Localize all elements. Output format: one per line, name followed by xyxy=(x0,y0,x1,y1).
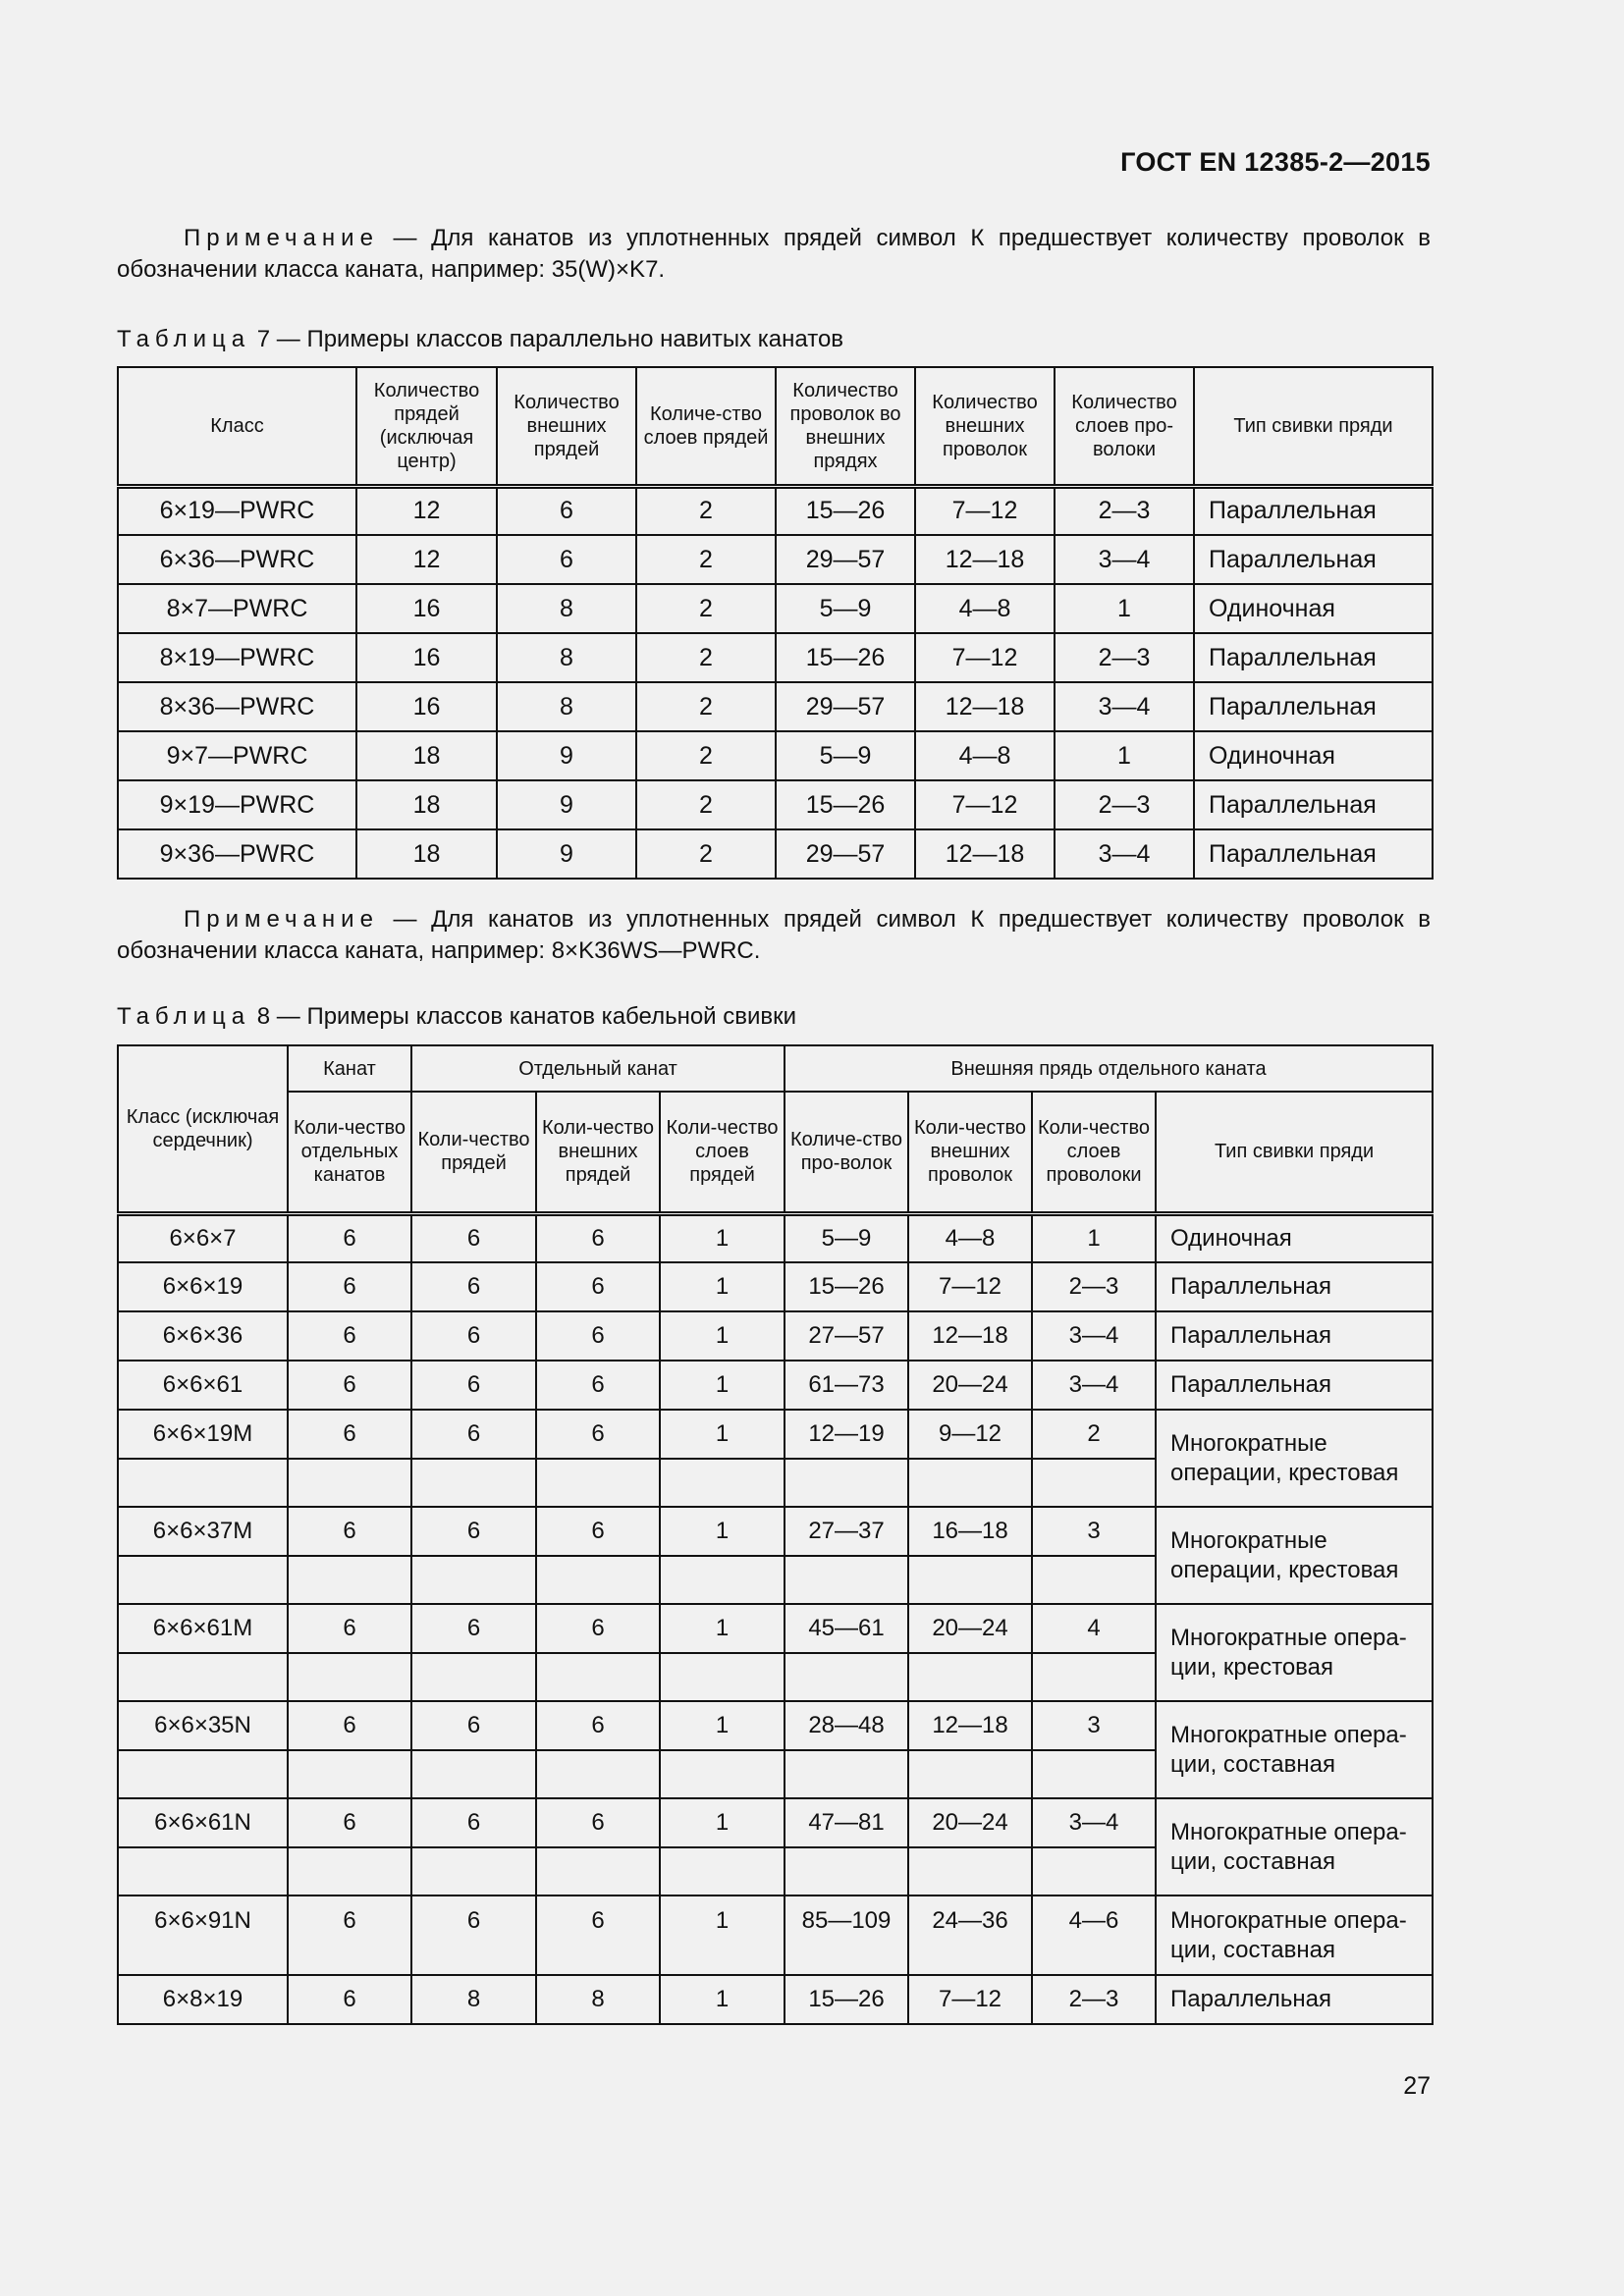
table-cell: 1 xyxy=(660,1410,785,1459)
table-row xyxy=(118,633,1433,682)
table-row xyxy=(118,780,1433,829)
empty-cell xyxy=(1032,1459,1156,1507)
table-cell: 6 xyxy=(288,1262,411,1311)
table-cell: Параллельная xyxy=(1194,829,1433,879)
empty-cell xyxy=(118,1847,288,1896)
empty-cell xyxy=(908,1653,1032,1701)
table-row xyxy=(118,1798,1433,1847)
table-cell: 5—9 xyxy=(776,731,915,780)
empty-cell xyxy=(118,1750,288,1798)
table-cell: 16 xyxy=(356,584,497,633)
table-cell: 27—37 xyxy=(785,1507,908,1556)
table-cell: 6 xyxy=(288,1213,411,1262)
table-cell: Параллельная xyxy=(1156,1311,1433,1361)
table-cell: 6 xyxy=(536,1701,660,1750)
table-cell: 6 xyxy=(536,1361,660,1410)
table-cell: Параллельная xyxy=(1194,535,1433,584)
table-cell: 6 xyxy=(536,1896,660,1975)
table-cell: 9 xyxy=(497,780,636,829)
table-8-sub-header-row xyxy=(118,1092,1433,1213)
table-cell: 1 xyxy=(660,1604,785,1653)
empty-cell xyxy=(785,1847,908,1896)
table-cell: 6×6×91N xyxy=(118,1896,288,1975)
empty-cell xyxy=(536,1653,660,1701)
empty-cell xyxy=(288,1556,411,1604)
table-cell: 6 xyxy=(536,1507,660,1556)
table-cell: 8 xyxy=(497,584,636,633)
table-8-header: Коли-чество внешних проволок xyxy=(908,1092,1032,1213)
table-cell: Параллельная xyxy=(1156,1262,1433,1311)
table-cell: 6 xyxy=(536,1410,660,1459)
table-cell: 2 xyxy=(636,535,776,584)
table-cell: 7—12 xyxy=(915,633,1055,682)
table-8-caption-label: Таблица xyxy=(117,1003,251,1030)
table-cell: 9×36—PWRC xyxy=(118,829,356,879)
table-row xyxy=(118,1604,1433,1653)
table-cell: Многократные опера-ции, составная xyxy=(1156,1798,1433,1896)
empty-cell xyxy=(118,1556,288,1604)
table-cell: 12—18 xyxy=(908,1311,1032,1361)
note-2 xyxy=(117,904,1431,967)
table-8-header-rope: Канат xyxy=(288,1045,411,1092)
table-cell: 8 xyxy=(411,1975,536,2024)
table-8-header-class: Класс (исключая сердечник) xyxy=(118,1045,288,1213)
table-7 xyxy=(117,366,1434,880)
empty-cell xyxy=(908,1459,1032,1507)
table-cell: 4 xyxy=(1032,1604,1156,1653)
table-cell: 6 xyxy=(411,1507,536,1556)
table-cell: 6×6×19 xyxy=(118,1262,288,1311)
note-2-text: — Для канатов из уплотненных прядей символ К предшествует количеству проволок в обозначении класса каната, например: 8×K36WS—PWRC. xyxy=(117,906,1431,964)
table-row xyxy=(118,1410,1433,1459)
table-cell: 7—12 xyxy=(915,780,1055,829)
empty-cell xyxy=(908,1847,1032,1896)
table-cell: Параллельная xyxy=(1156,1975,1433,2024)
table-cell: 16 xyxy=(356,633,497,682)
table-cell: 18 xyxy=(356,731,497,780)
note-1 xyxy=(117,223,1431,286)
table-cell: 15—26 xyxy=(776,633,915,682)
table-cell: 27—57 xyxy=(785,1311,908,1361)
table-8-header-outer-strand: Внешняя прядь отдельного каната xyxy=(785,1045,1433,1092)
table-cell: 1 xyxy=(660,1975,785,2024)
note-2-label: Примечание xyxy=(184,906,379,933)
table-row xyxy=(118,1213,1433,1262)
table-8-header: Коли-чество слоев проволоки xyxy=(1032,1092,1156,1213)
table-cell: 6×6×36 xyxy=(118,1311,288,1361)
note-1-text: — Для канатов из уплотненных прядей символ К предшествует количеству проволок в обозначении класса каната, например: 35(W)×K7. xyxy=(117,225,1431,283)
table-row xyxy=(118,584,1433,633)
table-cell: 1 xyxy=(1032,1213,1156,1262)
table-cell: 6 xyxy=(288,1410,411,1459)
page-number: 27 xyxy=(1403,2072,1431,2100)
empty-cell xyxy=(785,1556,908,1604)
table-cell: 8 xyxy=(497,682,636,731)
table-cell: 15—26 xyxy=(776,780,915,829)
empty-cell xyxy=(1032,1750,1156,1798)
empty-cell xyxy=(536,1556,660,1604)
table-cell: 12—18 xyxy=(915,829,1055,879)
table-cell: 15—26 xyxy=(785,1975,908,2024)
table-cell: 6 xyxy=(411,1896,536,1975)
table-cell: 6 xyxy=(411,1262,536,1311)
table-cell: 28—48 xyxy=(785,1701,908,1750)
table-row xyxy=(118,1507,1433,1556)
table-cell: 6 xyxy=(288,1507,411,1556)
table-7-header: Количество проволок во внешних прядях xyxy=(776,367,915,486)
empty-cell xyxy=(1032,1556,1156,1604)
empty-cell xyxy=(660,1750,785,1798)
empty-cell xyxy=(785,1750,908,1798)
empty-cell xyxy=(660,1459,785,1507)
table-cell: 6 xyxy=(288,1604,411,1653)
table-cell: 1 xyxy=(660,1798,785,1847)
empty-cell xyxy=(1032,1847,1156,1896)
table-cell: 6 xyxy=(536,1262,660,1311)
table-cell: 8×19—PWRC xyxy=(118,633,356,682)
table-cell: Многократные операции, крестовая xyxy=(1156,1410,1433,1507)
table-cell: 45—61 xyxy=(785,1604,908,1653)
table-cell: 2—3 xyxy=(1055,486,1194,535)
table-8-header: Коли-чество отдельных канатов xyxy=(288,1092,411,1213)
table-cell: 20—24 xyxy=(908,1361,1032,1410)
empty-cell xyxy=(1032,1653,1156,1701)
table-cell: 20—24 xyxy=(908,1798,1032,1847)
table-cell: 6 xyxy=(411,1798,536,1847)
empty-cell xyxy=(908,1750,1032,1798)
empty-cell xyxy=(411,1847,536,1896)
table-cell: 29—57 xyxy=(776,535,915,584)
table-cell: 4—6 xyxy=(1032,1896,1156,1975)
table-cell: 3—4 xyxy=(1032,1361,1156,1410)
empty-cell xyxy=(660,1847,785,1896)
table-row xyxy=(118,1311,1433,1361)
table-cell: 8 xyxy=(497,633,636,682)
table-cell: Одиночная xyxy=(1194,731,1433,780)
table-row xyxy=(118,682,1433,731)
table-row xyxy=(118,1701,1433,1750)
table-cell: 1 xyxy=(1055,584,1194,633)
table-8-header: Коли-чество прядей xyxy=(411,1092,536,1213)
table-cell: 3—4 xyxy=(1055,829,1194,879)
table-cell: 1 xyxy=(660,1701,785,1750)
table-cell: 15—26 xyxy=(785,1262,908,1311)
table-cell: 18 xyxy=(356,829,497,879)
table-cell: 2 xyxy=(636,633,776,682)
table-cell: 12 xyxy=(356,535,497,584)
table-cell: 47—81 xyxy=(785,1798,908,1847)
table-cell: 15—26 xyxy=(776,486,915,535)
table-cell: 6×6×7 xyxy=(118,1213,288,1262)
table-cell: 2—3 xyxy=(1032,1975,1156,2024)
empty-cell xyxy=(288,1653,411,1701)
table-7-caption-label: Таблица xyxy=(117,326,251,352)
table-cell: 85—109 xyxy=(785,1896,908,1975)
table-cell: Параллельная xyxy=(1156,1361,1433,1410)
table-cell: 18 xyxy=(356,780,497,829)
table-cell: Многократные опера-ции, крестовая xyxy=(1156,1604,1433,1701)
table-cell: 6×6×61N xyxy=(118,1798,288,1847)
table-8-header: Коли-чество слоев прядей xyxy=(660,1092,785,1213)
table-cell: 9 xyxy=(497,731,636,780)
table-7-header: Класс xyxy=(118,367,356,486)
empty-cell xyxy=(411,1459,536,1507)
table-cell: 12 xyxy=(356,486,497,535)
empty-cell xyxy=(908,1556,1032,1604)
table-cell: 4—8 xyxy=(908,1213,1032,1262)
table-cell: 3—4 xyxy=(1032,1311,1156,1361)
empty-cell xyxy=(660,1556,785,1604)
table-cell: 6 xyxy=(288,1798,411,1847)
table-cell: Многократные опера-ции, составная xyxy=(1156,1896,1433,1975)
table-cell: 7—12 xyxy=(908,1975,1032,2024)
table-row xyxy=(118,486,1433,535)
table-cell: 6 xyxy=(411,1604,536,1653)
table-cell: 2 xyxy=(636,584,776,633)
table-8-caption xyxy=(117,1002,796,1032)
table-row xyxy=(118,1361,1433,1410)
table-7-caption xyxy=(117,325,843,354)
table-7-header: Количество внешних проволок xyxy=(915,367,1055,486)
table-cell: 6×6×61 xyxy=(118,1361,288,1410)
table-cell: Параллельная xyxy=(1194,633,1433,682)
table-cell: 3 xyxy=(1032,1701,1156,1750)
empty-cell xyxy=(118,1653,288,1701)
table-cell: 6 xyxy=(288,1896,411,1975)
empty-cell xyxy=(785,1459,908,1507)
table-cell: 6×36—PWRC xyxy=(118,535,356,584)
table-cell: Параллельная xyxy=(1194,780,1433,829)
table-cell: Параллельная xyxy=(1194,682,1433,731)
table-cell: 8 xyxy=(536,1975,660,2024)
table-cell: 4—8 xyxy=(915,731,1055,780)
empty-cell xyxy=(785,1653,908,1701)
empty-cell xyxy=(118,1459,288,1507)
empty-cell xyxy=(536,1847,660,1896)
table-cell: 2—3 xyxy=(1055,633,1194,682)
table-cell: 3—4 xyxy=(1055,535,1194,584)
table-cell: 5—9 xyxy=(785,1213,908,1262)
empty-cell xyxy=(411,1750,536,1798)
table-cell: 1 xyxy=(660,1311,785,1361)
table-8-group-header-row xyxy=(118,1045,1433,1092)
table-7-header: Количество прядей (исключая центр) xyxy=(356,367,497,486)
table-cell: 2—3 xyxy=(1032,1262,1156,1311)
table-cell: 6 xyxy=(536,1311,660,1361)
table-cell: 61—73 xyxy=(785,1361,908,1410)
table-cell: 12—18 xyxy=(915,682,1055,731)
table-cell: 6×6×61M xyxy=(118,1604,288,1653)
table-cell: 1 xyxy=(660,1262,785,1311)
table-cell: 20—24 xyxy=(908,1604,1032,1653)
empty-cell xyxy=(411,1556,536,1604)
table-cell: 9×19—PWRC xyxy=(118,780,356,829)
table-cell: 6 xyxy=(497,486,636,535)
table-cell: 2 xyxy=(636,486,776,535)
table-cell: Многократные опера-ции, составная xyxy=(1156,1701,1433,1798)
table-cell: 6 xyxy=(497,535,636,584)
table-cell: Параллельная xyxy=(1194,486,1433,535)
table-cell: 6 xyxy=(288,1701,411,1750)
table-cell: 7—12 xyxy=(915,486,1055,535)
table-cell: 6 xyxy=(411,1361,536,1410)
table-7-header-row xyxy=(118,367,1433,486)
table-cell: 2 xyxy=(636,829,776,879)
table-cell: 6 xyxy=(288,1361,411,1410)
table-cell: 2 xyxy=(1032,1410,1156,1459)
table-8-caption-text: 8 — Примеры классов канатов кабельной свивки xyxy=(250,1003,797,1030)
table-cell: Одиночная xyxy=(1156,1213,1433,1262)
table-cell: 9×7—PWRC xyxy=(118,731,356,780)
table-cell: 9—12 xyxy=(908,1410,1032,1459)
table-7-header: Количество слоев про-волоки xyxy=(1055,367,1194,486)
table-8-header: Тип свивки пряди xyxy=(1156,1092,1433,1213)
table-cell: 6 xyxy=(288,1975,411,2024)
table-cell: 6×6×35N xyxy=(118,1701,288,1750)
empty-cell xyxy=(536,1750,660,1798)
table-cell: 2 xyxy=(636,731,776,780)
table-cell: 6×8×19 xyxy=(118,1975,288,2024)
table-cell: 6 xyxy=(411,1410,536,1459)
table-cell: 6×6×19M xyxy=(118,1410,288,1459)
table-cell: 6×19—PWRC xyxy=(118,486,356,535)
empty-cell xyxy=(288,1750,411,1798)
table-cell: 1 xyxy=(1055,731,1194,780)
table-cell: 7—12 xyxy=(908,1262,1032,1311)
table-7-caption-text: 7 — Примеры классов параллельно навитых канатов xyxy=(250,326,844,352)
table-cell: 4—8 xyxy=(915,584,1055,633)
empty-cell xyxy=(660,1653,785,1701)
table-cell: 2 xyxy=(636,682,776,731)
table-cell: 12—18 xyxy=(908,1701,1032,1750)
table-cell: 6 xyxy=(411,1213,536,1262)
table-cell: 6×6×37M xyxy=(118,1507,288,1556)
table-cell: 29—57 xyxy=(776,829,915,879)
table-cell: 2—3 xyxy=(1055,780,1194,829)
empty-cell xyxy=(288,1459,411,1507)
table-row xyxy=(118,829,1433,879)
table-cell: 2 xyxy=(636,780,776,829)
table-cell: 12—18 xyxy=(915,535,1055,584)
table-8-header: Коли-чество внешних прядей xyxy=(536,1092,660,1213)
table-8-header: Количе-ство про-волок xyxy=(785,1092,908,1213)
table-row xyxy=(118,1975,1433,2024)
empty-cell xyxy=(288,1847,411,1896)
table-cell: 3—4 xyxy=(1032,1798,1156,1847)
table-row xyxy=(118,1262,1433,1311)
table-row xyxy=(118,731,1433,780)
table-7-header: Количество внешних прядей xyxy=(497,367,636,486)
table-cell: 1 xyxy=(660,1361,785,1410)
table-cell: 8×7—PWRC xyxy=(118,584,356,633)
table-cell: 1 xyxy=(660,1896,785,1975)
table-row xyxy=(118,1896,1433,1975)
table-cell: 6 xyxy=(411,1701,536,1750)
table-cell: 9 xyxy=(497,829,636,879)
document-code: ГОСТ EN 12385-2—2015 xyxy=(1120,147,1431,177)
table-cell: 6 xyxy=(288,1311,411,1361)
table-cell: 16 xyxy=(356,682,497,731)
table-cell: 12—19 xyxy=(785,1410,908,1459)
table-cell: 3—4 xyxy=(1055,682,1194,731)
table-8-header-single-rope: Отдельный канат xyxy=(411,1045,785,1092)
table-7-header: Количе-ство слоев прядей xyxy=(636,367,776,486)
table-7-header: Тип свивки пряди xyxy=(1194,367,1433,486)
note-1-label: Примечание xyxy=(184,225,379,251)
table-cell: 8×36—PWRC xyxy=(118,682,356,731)
table-cell: 24—36 xyxy=(908,1896,1032,1975)
table-cell: 29—57 xyxy=(776,682,915,731)
table-cell: 6 xyxy=(536,1213,660,1262)
table-row xyxy=(118,535,1433,584)
table-cell: 16—18 xyxy=(908,1507,1032,1556)
table-cell: 5—9 xyxy=(776,584,915,633)
table-cell: 6 xyxy=(536,1604,660,1653)
table-cell: Одиночная xyxy=(1194,584,1433,633)
table-cell: 3 xyxy=(1032,1507,1156,1556)
table-cell: 1 xyxy=(660,1507,785,1556)
table-cell: 6 xyxy=(411,1311,536,1361)
table-cell: 1 xyxy=(660,1213,785,1262)
empty-cell xyxy=(536,1459,660,1507)
table-cell: Многократные операции, крестовая xyxy=(1156,1507,1433,1604)
empty-cell xyxy=(411,1653,536,1701)
table-cell: 6 xyxy=(536,1798,660,1847)
table-8 xyxy=(117,1044,1434,2025)
